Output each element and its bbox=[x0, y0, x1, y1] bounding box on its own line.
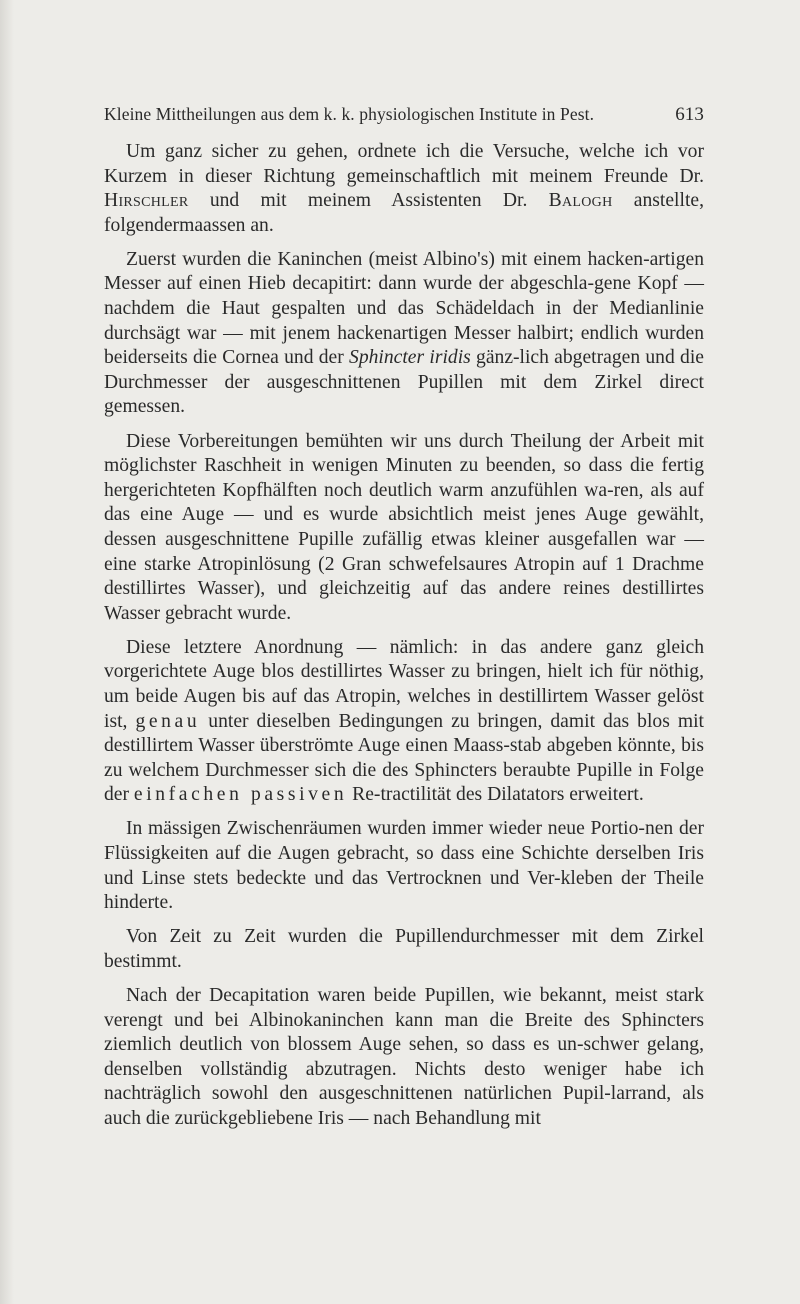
page-edge-shadow bbox=[0, 0, 14, 1304]
running-header bbox=[104, 104, 704, 126]
author-name-hirschler: Hirschler bbox=[104, 190, 189, 212]
paragraph-7: Nach der Decapitation waren beide Pupillen, wie bekannt, meist stark verengt und bei Albinokaninchen kann man die Breite des Sphincters ziemlich deutlich von blossem Auge sehen, so dass es un-schwer gelang, denselben vollständig abzutragen. Nichts desto weniger habe ich nachträglich sowohl den ausgeschnittenen natürlichen Pupil-larrand, als auch die zurückgebliebene Iris — nach Behandlung mit bbox=[104, 985, 704, 1129]
paragraph-3: Diese Vorbereitungen bemühten wir uns durch Theilung der Arbeit mit möglichster Raschheit in wenigen Minuten zu beenden, so dass die fertig hergerichteten Kopfhälften noch deutlich warm anzufühlen wa-ren, als auf das eine Auge — und es wurde absichtlich meist jenes Auge gewählt, dessen ausgeschnittene Pupille zufällig etwas kleiner ausgefallen war — eine starke Atropinlösung (2 Gran schwefelsaures Atropin auf 1 Drachme destillirtes Wasser), und gleichzeitig auf das andere reines destillirtes Wasser gebracht wurde. bbox=[104, 430, 704, 624]
paragraph-1-text-c: anstellte, folgendermaassen an. bbox=[104, 190, 704, 236]
paragraph-4 bbox=[104, 636, 704, 808]
paragraph-1 bbox=[104, 140, 704, 238]
italic-term: Sphincter iridis bbox=[349, 347, 471, 369]
paragraph-4-text-c: Re-tractilität des Dilatators erweitert. bbox=[347, 784, 644, 806]
paragraph-1-text-b: und mit meinem Assistenten Dr. bbox=[188, 190, 549, 212]
paragraph-5: In mässigen Zwischenräumen wurden immer wieder neue Portio-nen der Flüssigkeiten auf die Augen gebracht, so dass eine Schichte derselben Iris und Linse stets bedeckte und das Vertrocknen und Ver-kleben der Theile hinderte. bbox=[104, 818, 704, 914]
paragraph-4-text-b: unter dieselben Bedingungen zu bringen, damit das blos mit destillirtem Wasser überströmte Auge einen Maass-stab abgeben könnte, bis zu welchem Durchmesser sich die des Sphincters beraubte Pupille in Folge der bbox=[104, 710, 705, 806]
paragraph-2-text-a: Zuerst wurden die Kaninchen (meist Albino's) mit einem hacken-artigen Messer auf einen Hieb decapitirt: dann wurde der abgeschla-gene Kopf — nachdem die Haut gespalten und das Schädeldach in der Medianlinie durchsägt war — mit jenem hackenartigen Messer halbirt; endlich wurden beiderseits die Cornea und der bbox=[104, 248, 704, 369]
paragraph-2-text-b: gänz-lich abgetragen und die Durchmesser der ausgeschnittenen Pupillen mit dem Zirkel direct gemessen. bbox=[104, 347, 704, 418]
paragraph-4-text-a: Diese letztere Anordnung — nämlich: in das andere ganz gleich vorgerichtete Auge blos destillirtes Wasser zu bringen, hielt ich für nöthig, um beide Augen bis auf das Atropin, welches in destillirtem Wasser gelöst ist, bbox=[104, 636, 704, 732]
paragraph-2 bbox=[104, 248, 704, 420]
author-name-balogh: Balogh bbox=[548, 190, 613, 212]
book-page bbox=[104, 104, 704, 1141]
emphasis-genau: genau bbox=[135, 710, 201, 732]
paragraph-6: Von Zeit zu Zeit wurden die Pupillendurchmesser mit dem Zirkel bestimmt. bbox=[104, 926, 704, 972]
paragraph-1-text-a: Um ganz sicher zu gehen, ordnete ich die Versuche, welche ich vor Kurzem in dieser Richtung gemeinschaftlich mit meinem Freunde Dr. bbox=[104, 141, 704, 187]
page-number: 613 bbox=[675, 104, 704, 125]
header-title: Kleine Mittheilungen aus dem k. k. physiologischen Institute in Pest. bbox=[104, 104, 595, 124]
emphasis-einfachen-passiven: einfachen passiven bbox=[133, 784, 348, 806]
